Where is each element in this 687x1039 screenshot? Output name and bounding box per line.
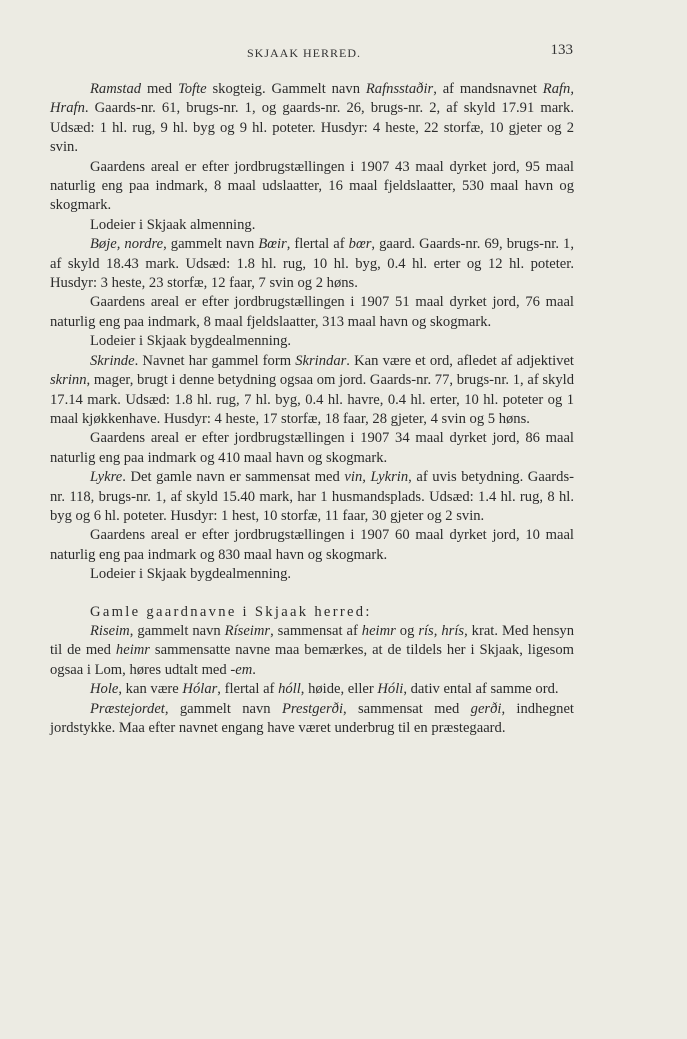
- text-run: , af mandsnavnet: [433, 81, 543, 97]
- old-farm-names: [50, 622, 574, 738]
- farm-entries: [50, 80, 574, 585]
- italic-term: Skrinde: [90, 352, 135, 369]
- text-run: , gammelt navn: [129, 622, 225, 639]
- italic-term: Præstejordet: [90, 700, 165, 717]
- paragraph-ramstad-lodeier: [50, 216, 574, 235]
- italic-term: Hole: [90, 681, 119, 698]
- section-heading: Gamle gaardnavne i Skjaak herred:: [90, 603, 372, 620]
- text-run: , høide, eller: [300, 681, 378, 698]
- italic-term: Hólar: [182, 681, 218, 698]
- paragraph-praestejordet: [50, 700, 574, 739]
- page-number: 133: [550, 42, 573, 58]
- text-run: , gammelt navn: [163, 236, 259, 253]
- italic-term: Hóli: [377, 681, 404, 698]
- italic-term: vin, Lykrin: [344, 469, 409, 486]
- text-run: , indhegnet jordstykke. Maa efter navnet engang have været underbrug til en præstegaard.: [50, 700, 574, 736]
- text-run: og: [395, 622, 419, 639]
- paragraph-lykre: [50, 468, 574, 526]
- text-run: , gammelt navn: [164, 700, 282, 717]
- paragraph-boje-lodeier: [50, 332, 574, 351]
- running-head: SKJAAK HERRED.: [247, 46, 362, 60]
- paragraph-boje: [50, 235, 574, 293]
- text-run: , sammensat med: [343, 700, 471, 717]
- text-run: Lodeier i Skjaak almenning.: [90, 216, 256, 233]
- paragraph-boje-areal: [50, 293, 574, 332]
- italic-term: heimr: [361, 622, 396, 639]
- text-run: Gaardens areal er efter jordbrugstællingen i 1907 51 maal dyrket jord, 76 maal naturlig eng paa indmark, 8 maal fjeldslaatter, 313 maal havn og skogmark.: [50, 294, 574, 330]
- paragraph-skrinde-areal: [50, 429, 574, 468]
- text-run: sammensatte navne maa bemærkes, at de tildels her i Skjaak, ligesom ogsaa i Lom, høres udtalt med: [50, 642, 575, 678]
- text-run: , mager, brugt i denne betydning ogsaa om jord. Gaards-nr. 77, brugs-nr. 1, af skyld 17.14 mark. Udsæd: 1.8 hl. rug, 7 hl. byg, 0.4 hl. havre, 0.4 hl. erter, 10 hl. poteter og 1 maal kjøkkenhave. Husdyr: 4 heste, 17 storfæ, 18 faar, 28 gjeter, 4 svin og 5 høns.: [50, 372, 574, 427]
- paragraph-riseim: [50, 622, 574, 680]
- italic-term: rís, hrís: [418, 622, 465, 639]
- text-run: Gaardens areal er efter jordbrugstællingen i 1907 60 maal dyrket jord, 10 maal naturlig eng paa indmark og 830 maal havn og skogmark.: [50, 527, 574, 563]
- text-run: , flertal af: [286, 236, 349, 253]
- italic-term: Ramstad: [90, 81, 142, 97]
- paragraph-skrinde: [50, 352, 574, 430]
- italic-term: hóll: [278, 681, 301, 698]
- text-run: , af uvis betydning. Gaards-nr. 118, brugs-nr. 1, af skyld 15.40 mark, har 1 husmandsplads. Udsæd: 1.4 hl. rug, 8 hl. byg og 6 hl. poteter. Husdyr: 1 hest, 10 storfæ, 11 faar, 30 gjeter og 2 svin.: [50, 469, 574, 524]
- page-body: [50, 80, 574, 738]
- text-run: skogteig. Gammelt navn: [206, 81, 366, 97]
- italic-term: Lykre: [90, 469, 123, 486]
- italic-term: Prestgerði: [281, 700, 344, 717]
- text-run: , flertal af: [217, 681, 279, 698]
- text-run: . Gaards-nr. 61, brugs-nr. 1, og gaards-nr. 26, brugs-nr. 2, af skyld 17.91 mark. Udsæd: 1 hl. rug, 9 hl. byg og 9 hl. poteter. Husdyr: 4 heste, 22 storfæ, 10 gjeter og 2 svin.: [50, 100, 574, 156]
- text-run: , krat. Med hensyn til de med: [50, 622, 574, 659]
- text-run: , kan være: [118, 681, 183, 698]
- text-run: . Kan være et ord, afledet af adjektivet: [346, 352, 574, 369]
- italic-term: Tofte: [177, 81, 207, 97]
- paragraph-hole: [50, 680, 574, 699]
- italic-term: Riseim: [90, 622, 130, 639]
- italic-term: Bœir: [258, 236, 287, 253]
- page-header: [50, 42, 573, 66]
- text-run: Gaardens areal er efter jordbrugstællingen i 1907 43 maal dyrket jord, 95 maal naturlig eng paa indmark, 8 maal udslaatter, 16 maal fjeldslaatter, 530 maal havn og skogmark.: [50, 158, 574, 214]
- text-run: . Navnet har gammel form: [134, 352, 296, 369]
- text-run: Lodeier i Skjaak bygdealmenning.: [90, 566, 292, 583]
- italic-term: Rafn, Hrafn: [50, 81, 574, 117]
- text-run: , gaard. Gaards-nr. 69, brugs-nr. 1, af skyld 18.43 mark. Udsæd: 1.8 hl. rug, 10 hl. byg, 0.4 hl. erter og 12 hl. poteter. Husdyr: 3 heste, 23 storfæ, 12 faar, 7 svin og 2 høns.: [50, 236, 574, 292]
- text-run: . Det gamle navn er sammensat med: [122, 469, 345, 486]
- italic-term: gerði: [470, 700, 502, 717]
- paragraph-ramstad-areal: [50, 158, 574, 216]
- italic-term: Rafnsstaðir: [365, 81, 434, 97]
- text-run: Gaardens areal er efter jordbrugstællingen i 1907 34 maal dyrket jord, 86 maal naturlig eng paa indmark og 410 maal havn og skogmark.: [50, 430, 574, 466]
- italic-term: skrinn: [50, 372, 87, 389]
- text-run: med: [141, 81, 178, 97]
- text-run: .: [252, 661, 256, 678]
- text-run: Lodeier i Skjaak bygdealmenning.: [90, 333, 292, 350]
- text-run: , dativ ental af samme ord.: [403, 681, 559, 698]
- paragraph-ramstad: [50, 80, 574, 158]
- text-run: , sammensat af: [270, 622, 362, 639]
- paragraph-lykre-lodeier: [50, 565, 574, 584]
- paragraph-lykre-areal: [50, 526, 574, 565]
- italic-term: -em: [230, 661, 253, 678]
- italic-term: Skrindar: [295, 352, 347, 369]
- italic-term: heimr: [115, 642, 150, 659]
- italic-term: Ríseimr: [224, 622, 271, 639]
- italic-term: Bøje, nordre: [90, 236, 164, 253]
- italic-term: bœr: [348, 236, 372, 253]
